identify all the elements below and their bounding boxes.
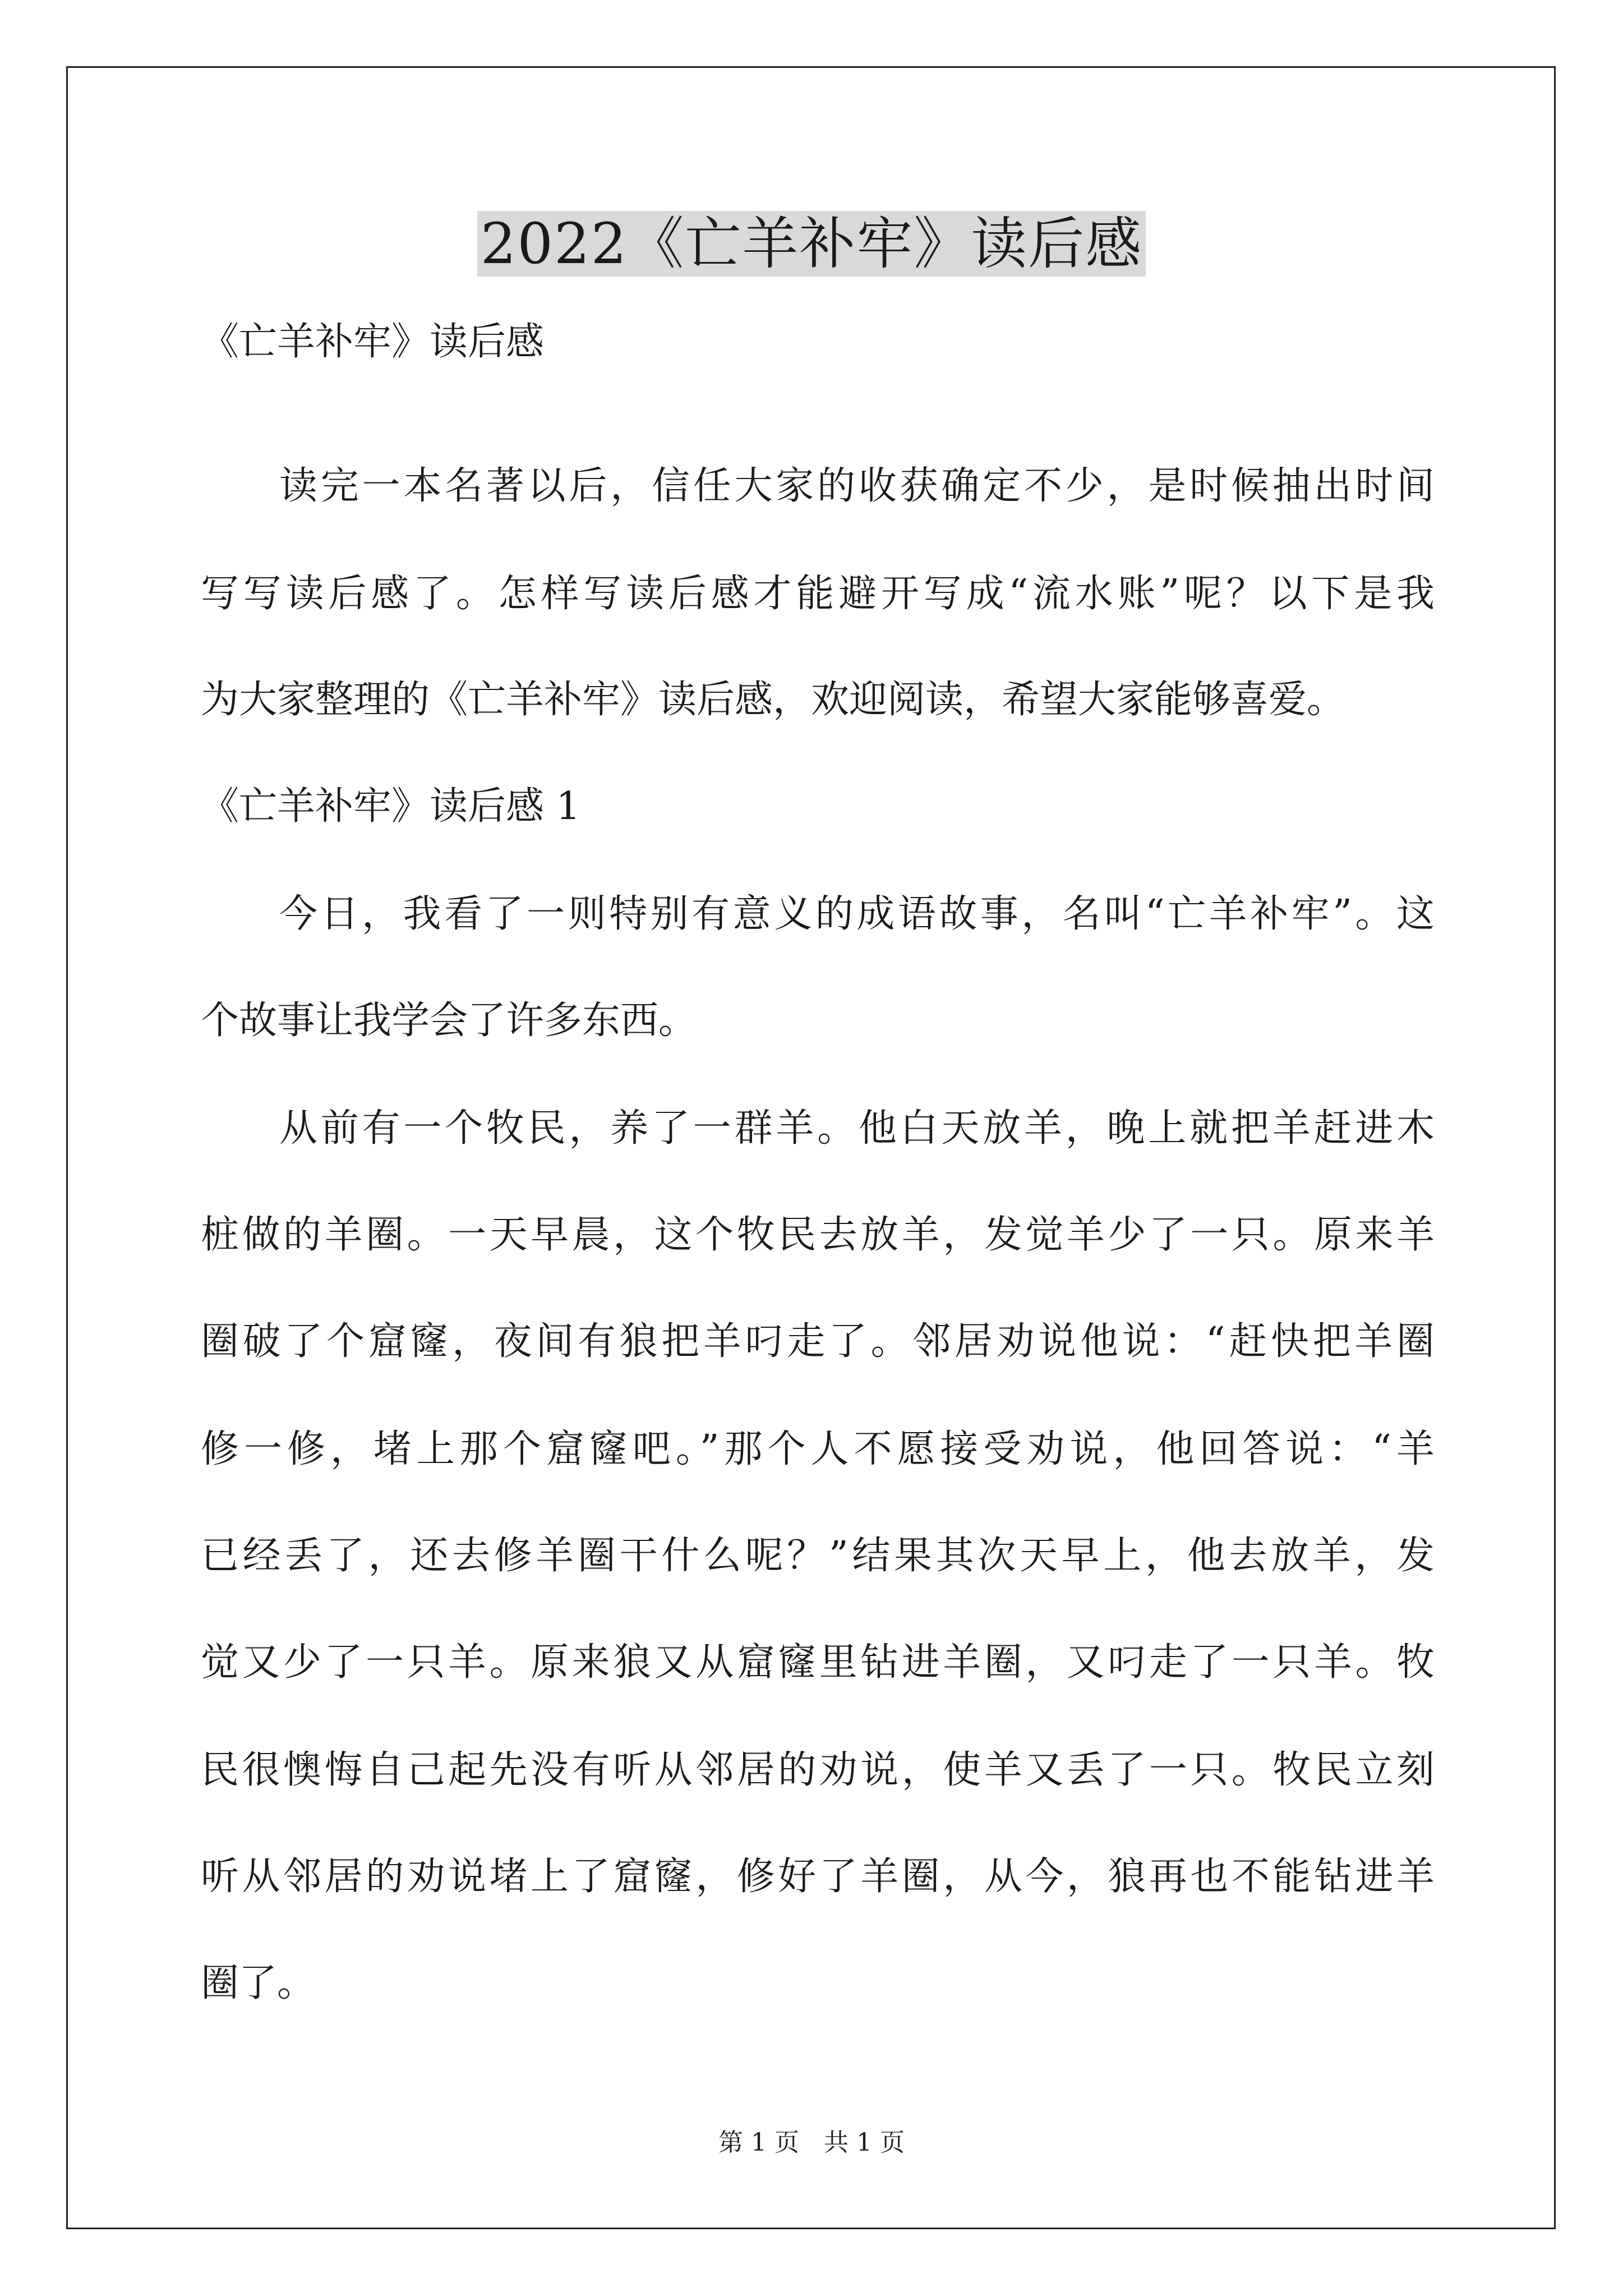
paragraph-line: 觉又少了一只羊。原来狼又从窟窿里钻进羊圈，又叼走了一只羊。牧 [201,1640,1435,1685]
intro-line: 写写读后感了。怎样写读后感才能避开写成“流水账”呢？以下是我 [201,572,1435,616]
paragraph-line: 圈了。 [201,1961,316,2005]
paragraph-line: 已经丢了，还去修羊圈干什么呢？”结果其次天早上，他去放羊，发 [201,1534,1435,1578]
intro-line: 读完一本名著以后，信任大家的收获确定不少，是时候抽出时间 [279,464,1435,508]
paragraph-line: 桩做的羊圈。一天早晨，这个牧民去放羊，发觉羊少了一只。原来羊 [201,1213,1435,1257]
paragraph-line: 圈破了个窟窿，夜间有狼把羊叼走了。邻居劝说他说：“赶快把羊圈 [201,1319,1435,1364]
intro-line: 为大家整理的《亡羊补牢》读后感，欢迎阅读，希望大家能够喜爱。 [201,678,1345,722]
paragraph-line: 个故事让我学会了许多东西。 [201,999,697,1043]
intro-heading: 《亡羊补牢》读后感 [201,320,545,364]
paragraph-line: 从前有一个牧民，养了一群羊。他白天放羊，晚上就把羊赶进木 [279,1106,1435,1151]
paragraph-line: 听从邻居的劝说堵上了窟窿，修好了羊圈，从今，狼再也不能钻进羊 [201,1855,1435,1899]
paragraph-line: 民很懊悔自己起先没有听从邻居的劝说，使羊又丢了一只。牧民立刻 [201,1748,1435,1792]
page-number: 第 1 页 共 1 页 [718,2128,905,2157]
document-title-text: 2022《亡羊补牢》读后感 [477,211,1146,277]
paragraph-line: 今日，我看了一则特别有意义的成语故事，名叫“亡羊补牢”。这 [279,892,1435,936]
section-heading: 《亡羊补牢》读后感 1 [201,784,580,829]
page-footer [0,2126,1623,2160]
paragraph-line: 修一修，堵上那个窟窿吧。”那个人不愿接受劝说，他回答说：“羊 [201,1427,1435,1471]
document-title [0,202,1623,286]
